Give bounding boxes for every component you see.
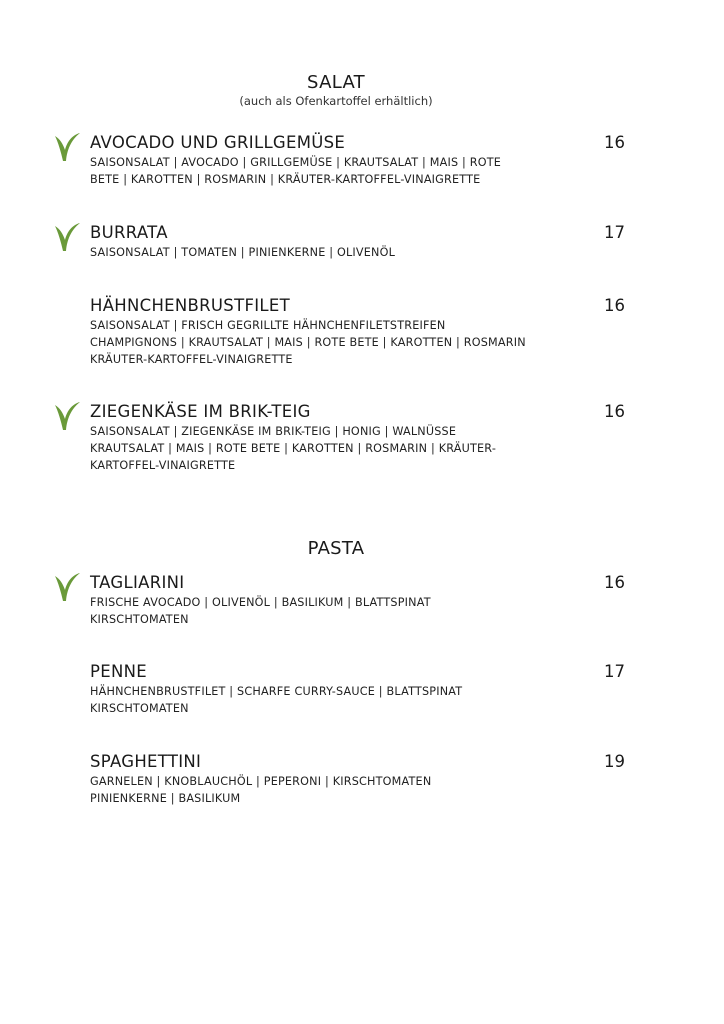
item-description-line: KRÄUTER-KARTOFFEL-VINAIGRETTE <box>90 352 293 366</box>
menu-item <box>90 295 630 368</box>
item-description-line: SAISONSALAT | TOMATEN | PINIENKERNE | OLIVENÖL <box>90 246 396 259</box>
vegan-leaf-icon <box>52 130 82 164</box>
menu-item <box>90 572 630 629</box>
vegan-leaf-icon <box>52 399 82 433</box>
item-description-line: KRAUTSALAT | MAIS | ROTE BETE | KAROTTEN | ROSMARIN | KRÄUTER- <box>90 441 497 455</box>
item-description-line: KIRSCHTOMATEN <box>90 701 189 715</box>
item-name: BURRATA <box>90 223 168 242</box>
item-description <box>90 245 580 262</box>
item-description <box>90 318 580 368</box>
item-name: SPAGHETTINI <box>90 752 202 771</box>
section-title-salat: SALAT <box>307 72 365 93</box>
menu-item <box>90 222 630 262</box>
item-description <box>90 155 580 189</box>
menu-item <box>90 401 630 474</box>
item-name: TAGLIARINI <box>90 573 185 592</box>
vegan-leaf-icon <box>52 570 82 604</box>
item-price: 19 <box>604 752 625 771</box>
item-description-line: BETE | KAROTTEN | ROSMARIN | KRÄUTER-KARTOFFEL-VINAIGRETTE <box>90 172 481 186</box>
section-subtitle-salat: (auch als Ofenkartoffel erhältlich) <box>239 94 433 108</box>
menu-item <box>90 661 630 718</box>
item-price: 16 <box>604 133 625 152</box>
item-price: 16 <box>604 402 625 421</box>
item-name: HÄHNCHENBRUSTFILET <box>90 296 291 315</box>
item-description-line: PINIENKERNE | BASILIKUM <box>90 791 241 805</box>
item-name: PENNE <box>90 662 147 681</box>
menu-item <box>90 132 630 189</box>
item-description-line: KIRSCHTOMATEN <box>90 612 189 626</box>
item-price: 17 <box>604 223 625 242</box>
item-description-line: SAISONSALAT | AVOCADO | GRILLGEMÜSE | KRAUTSALAT | MAIS | ROTE <box>90 156 502 169</box>
menu-item <box>90 751 630 808</box>
item-description <box>90 684 580 718</box>
item-description <box>90 774 580 808</box>
item-price: 17 <box>604 662 625 681</box>
item-name: AVOCADO UND GRILLGEMÜSE <box>90 133 346 152</box>
item-description-line: CHAMPIGNONS | KRAUTSALAT | MAIS | ROTE BETE | KAROTTEN | ROSMARIN <box>90 335 526 349</box>
item-description-line: SAISONSALAT | FRISCH GEGRILLTE HÄHNCHENFILETSTREIFEN <box>90 319 446 332</box>
item-description <box>90 424 580 474</box>
item-description-line: KARTOFFEL-VINAIGRETTE <box>90 458 236 472</box>
section-title-pasta: PASTA <box>307 538 365 559</box>
item-price: 16 <box>604 573 625 592</box>
item-description-line: GARNELEN | KNOBLAUCHÖL | PEPERONI | KIRSCHTOMATEN <box>90 775 432 788</box>
item-description-line: FRISCHE AVOCADO | OLIVENÖL | BASILIKUM | BLATTSPINAT <box>90 596 431 609</box>
item-price: 16 <box>604 296 625 315</box>
item-description <box>90 595 580 629</box>
item-name: ZIEGENKÄSE IM BRIK-TEIG <box>90 402 311 421</box>
item-description-line: HÄHNCHENBRUSTFILET | SCHARFE CURRY-SAUCE | BLATTSPINAT <box>90 685 463 698</box>
item-description-line: SAISONSALAT | ZIEGENKÄSE IM BRIK-TEIG | HONIG | WALNÜSSE <box>90 425 457 438</box>
vegan-leaf-icon <box>52 220 82 254</box>
